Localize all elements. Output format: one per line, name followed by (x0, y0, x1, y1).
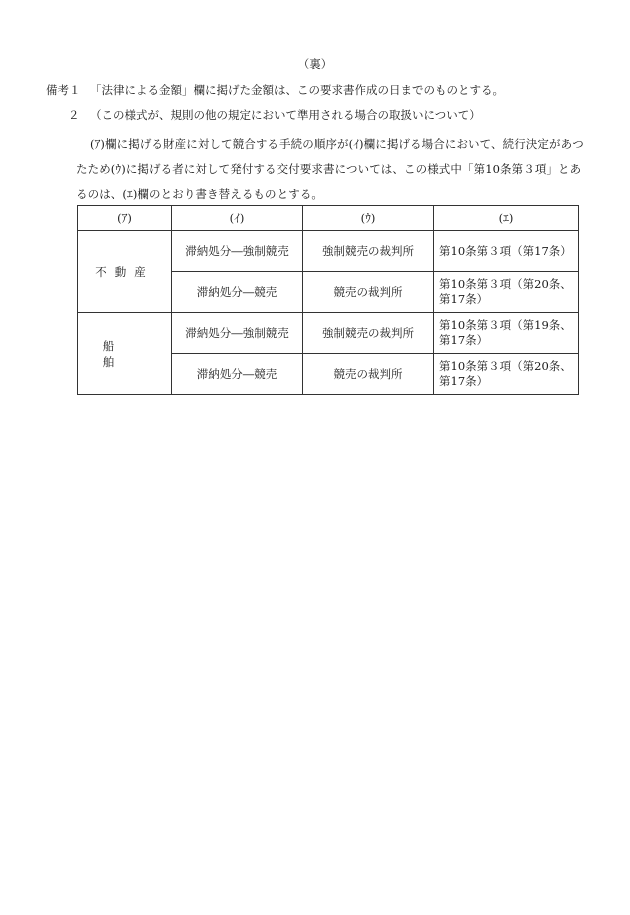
procedure-cell: 滞納処分―強制競売 (172, 231, 303, 272)
replacement-cell: 第10条第３項（第19条、第17条） (434, 313, 579, 354)
note-2-number: ２ (68, 108, 80, 122)
header-i: (ｲ) (172, 206, 303, 231)
table-header-row (78, 206, 579, 231)
note-1 (46, 82, 504, 98)
note-2 (68, 107, 481, 123)
table-row (78, 231, 579, 272)
group-label-ship: 船舶 (78, 313, 172, 395)
note-1-label: 備考１ (46, 83, 81, 97)
procedure-cell: 滞納処分―競売 (172, 354, 303, 395)
note-2-text: （この様式が、規則の他の規定において準用される場合の取扱いについて） (90, 108, 481, 122)
group-label-real-estate: 不動産 (78, 231, 172, 313)
actor-cell: 強制競売の裁判所 (303, 313, 434, 354)
table-row (78, 313, 579, 354)
note-1-text: 「法律による金額」欄に掲げた金額は、この要求書作成の日までのものとする。 (90, 83, 504, 97)
substitution-table (77, 205, 579, 395)
note-2-paragraph: (ｱ)欄に掲げる財産に対して競合する手続の順序が(ｲ)欄に掲げる場合において、続行決定があつたため(ｳ)に掲げる者に対して発付する交付要求書については、この様式中「第10条第３項」とあるのは、(ｴ)欄のとおり書き替えるものとする。 (76, 137, 584, 201)
page-label: （裏） (297, 57, 333, 71)
procedure-cell: 滞納処分―強制競売 (172, 313, 303, 354)
procedure-cell: 滞納処分―競売 (172, 272, 303, 313)
replacement-cell: 第10条第３項（第20条、第17条） (434, 272, 579, 313)
header-e: (ｴ) (434, 206, 579, 231)
actor-cell: 競売の裁判所 (303, 272, 434, 313)
actor-cell: 競売の裁判所 (303, 354, 434, 395)
actor-cell: 強制競売の裁判所 (303, 231, 434, 272)
header-a: (ｱ) (78, 206, 172, 231)
replacement-cell: 第10条第３項（第17条） (434, 231, 579, 272)
replacement-cell: 第10条第３項（第20条、第17条） (434, 354, 579, 395)
header-u: (ｳ) (303, 206, 434, 231)
